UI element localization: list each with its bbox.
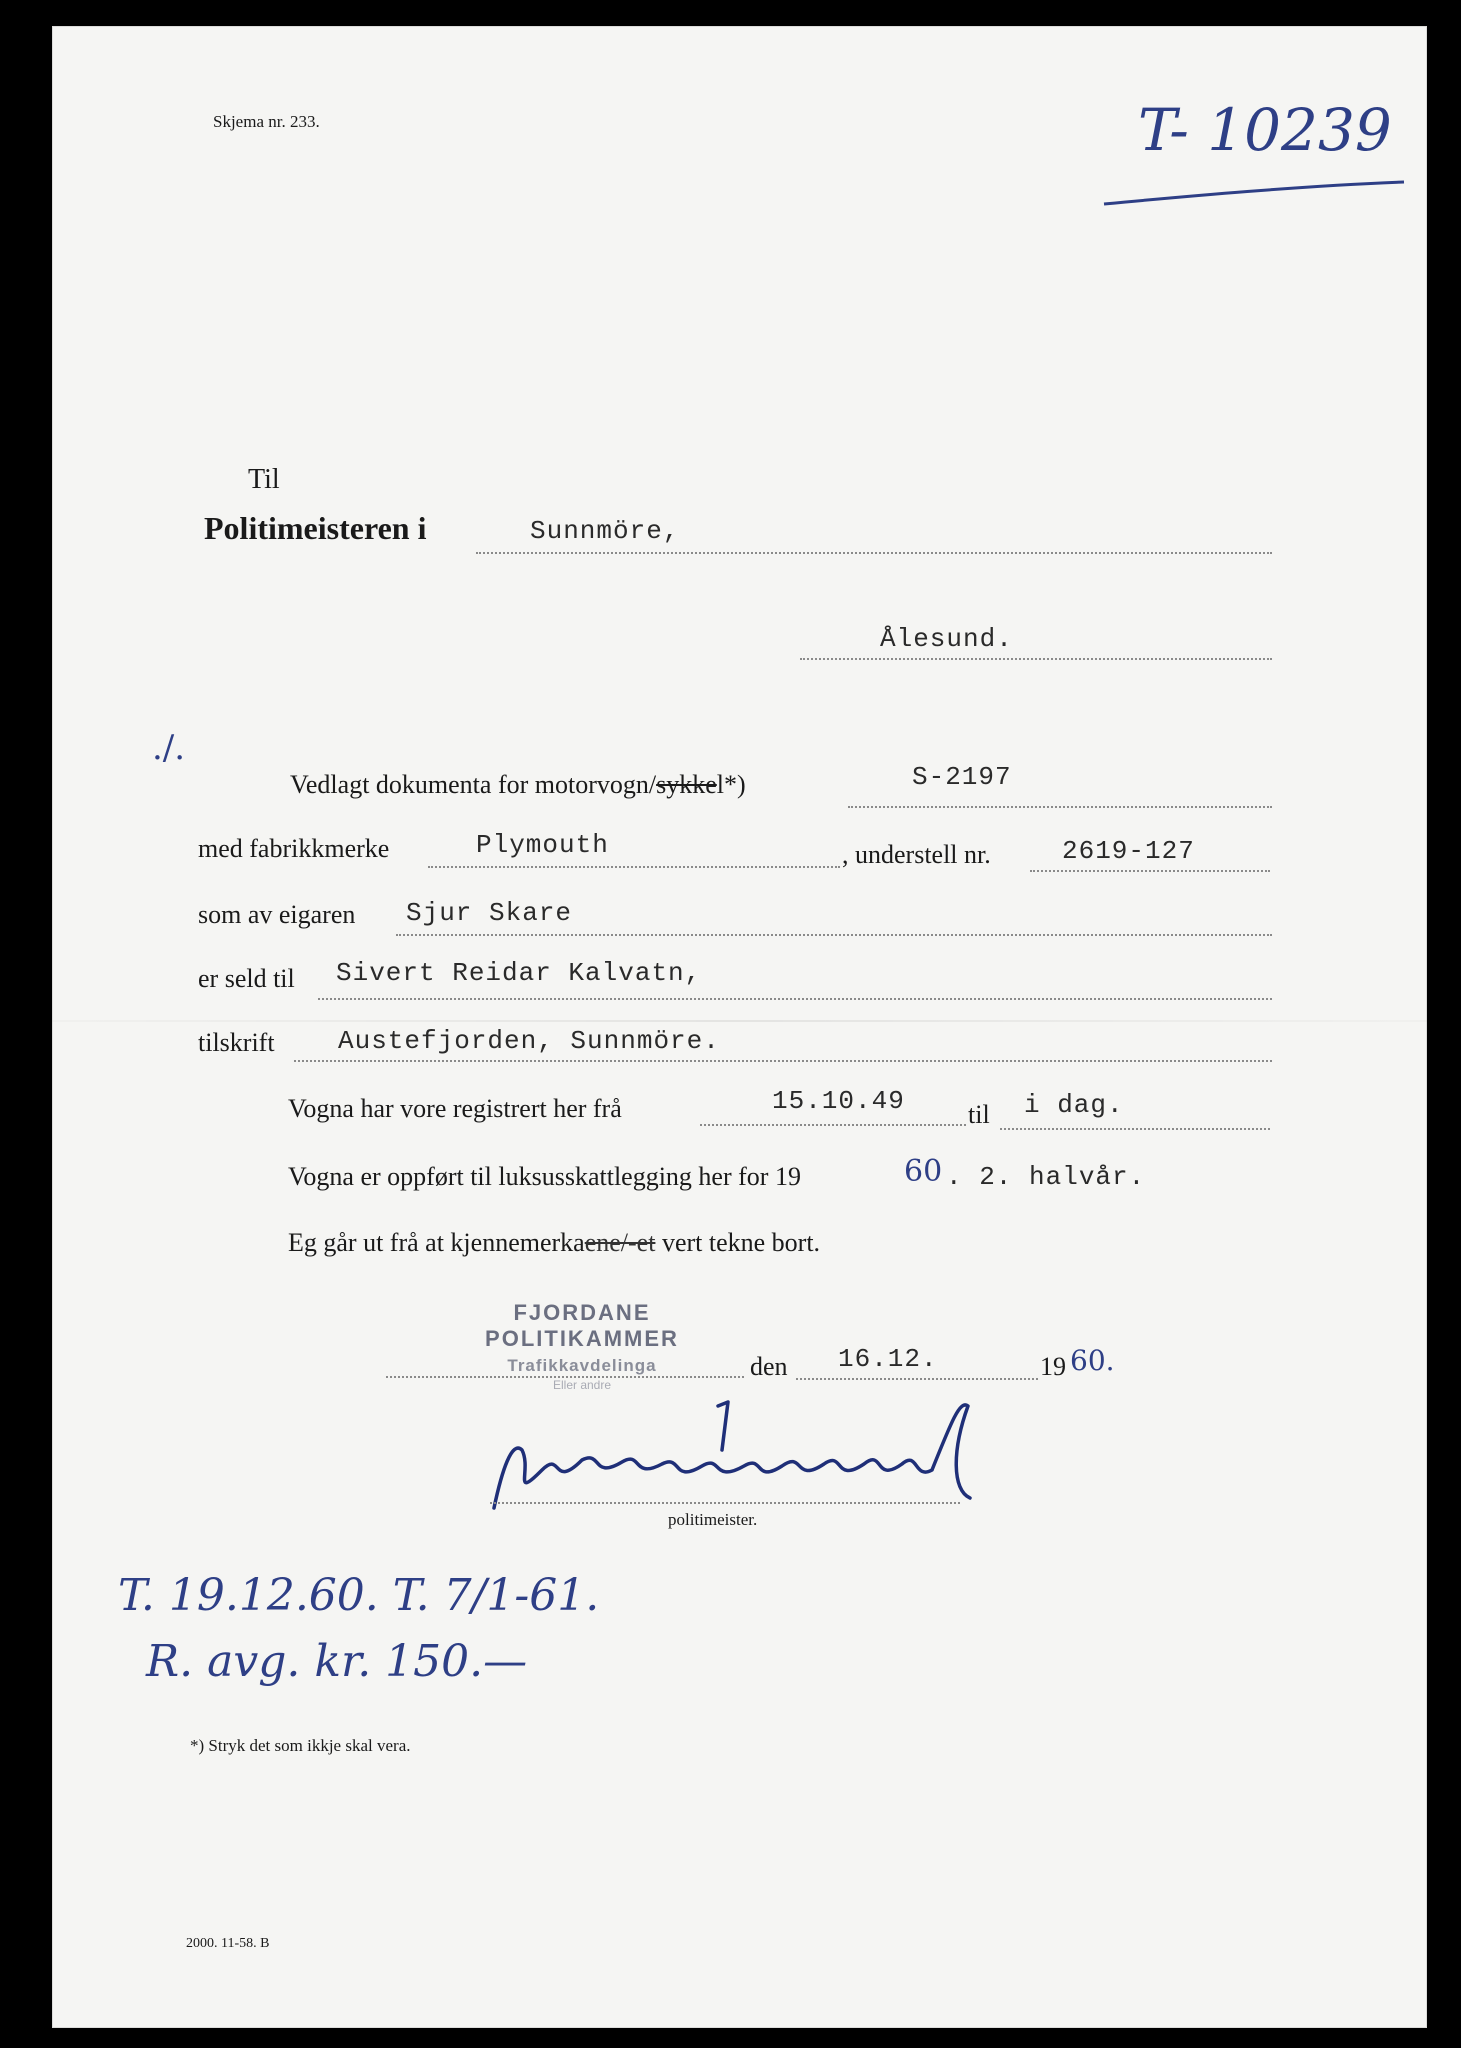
print-code: 2000. 11-58. B	[186, 1936, 270, 1951]
case-number: T- 10239	[1138, 96, 1392, 164]
address-dotline	[294, 1060, 1272, 1062]
registered-label: Vogna har vore registrert her frå	[288, 1094, 622, 1123]
police-stamp	[432, 1300, 732, 1392]
year-suffix: 60.	[1070, 1344, 1115, 1377]
owner-label: som av eigaren	[198, 900, 356, 929]
sold-value: Sivert Reidar Kalvatn,	[336, 958, 702, 988]
date-label: den	[750, 1352, 788, 1381]
separator-mark: ./.	[152, 728, 186, 768]
plates-label	[288, 1228, 820, 1258]
attached-label	[290, 770, 746, 800]
document-page	[52, 26, 1427, 2028]
tax-period: . 2. halvår.	[946, 1162, 1146, 1192]
tax-year: 60	[904, 1154, 943, 1189]
date-value: 16.12.	[838, 1344, 938, 1374]
stamp-line-2: Trafikkavdelinga	[507, 1356, 657, 1375]
attached-struck-word: sykke	[656, 770, 717, 799]
registered-to-dotline	[1000, 1128, 1270, 1130]
chassis-dotline	[1030, 870, 1270, 872]
handwritten-note-line-1: T. 19.12.60. T. 7/1-61.	[118, 1570, 600, 1621]
district-dotline	[476, 552, 1272, 554]
make-dotline	[428, 866, 840, 868]
registration-dotline	[848, 806, 1272, 808]
registered-from-dotline	[700, 1124, 966, 1126]
registration-value: S-2197	[912, 762, 1012, 792]
plates-struck-word: ene/-et	[584, 1228, 656, 1257]
stamp-line-1: FJORDANE POLITIKAMMER	[485, 1300, 679, 1351]
to-label: Til	[248, 464, 280, 495]
year-prefix: 19	[1040, 1352, 1066, 1381]
chassis-label: , understell nr.	[842, 840, 991, 869]
owner-dotline	[396, 934, 1272, 936]
tax-label: Vogna er oppført til luksusskattlegging her for 19	[288, 1162, 801, 1191]
sold-label: er seld til	[198, 964, 295, 993]
sold-dotline	[318, 998, 1272, 1000]
signature-dotline	[490, 1502, 960, 1504]
plates-text-b: vert tekne bort.	[661, 1228, 821, 1257]
footnote: *) Stryk det som ikkje skal vera.	[190, 1736, 411, 1755]
chassis-value: 2619-127	[1062, 836, 1195, 866]
city-value: Ålesund.	[880, 624, 1013, 654]
registered-to-value: i dag.	[1024, 1090, 1124, 1120]
address-value: Austefjorden, Sunnmöre.	[338, 1026, 720, 1056]
owner-value: Sjur Skare	[406, 898, 573, 928]
address-label: tilskrift	[198, 1028, 275, 1057]
stamp-line-3: Eller andre	[552, 1378, 612, 1392]
recipient-label: Politimeisteren i	[204, 510, 427, 546]
signature-mark	[482, 1380, 1002, 1520]
place-dotline	[386, 1376, 744, 1378]
district-value: Sunnmöre,	[530, 516, 680, 546]
make-value: Plymouth	[476, 830, 609, 860]
city-dotline	[800, 658, 1272, 660]
make-label: med fabrikkmerke	[198, 834, 390, 863]
paper-fold	[52, 1020, 1427, 1022]
case-number-underline	[1100, 172, 1410, 212]
signature-title: politimeister.	[668, 1510, 758, 1529]
registered-from-value: 15.10.49	[772, 1086, 905, 1116]
attached-text-b: l*)	[716, 770, 746, 799]
plates-text-a: Eg går ut frå at kjennemerka	[288, 1228, 585, 1257]
until-label: til	[968, 1100, 990, 1129]
handwritten-note-line-2: R. avg. kr. 150.—	[146, 1636, 528, 1687]
attached-text-a: Vedlagt dokumenta for motorvogn/	[290, 770, 657, 799]
schema-number: Skjema nr. 233.	[213, 112, 320, 131]
